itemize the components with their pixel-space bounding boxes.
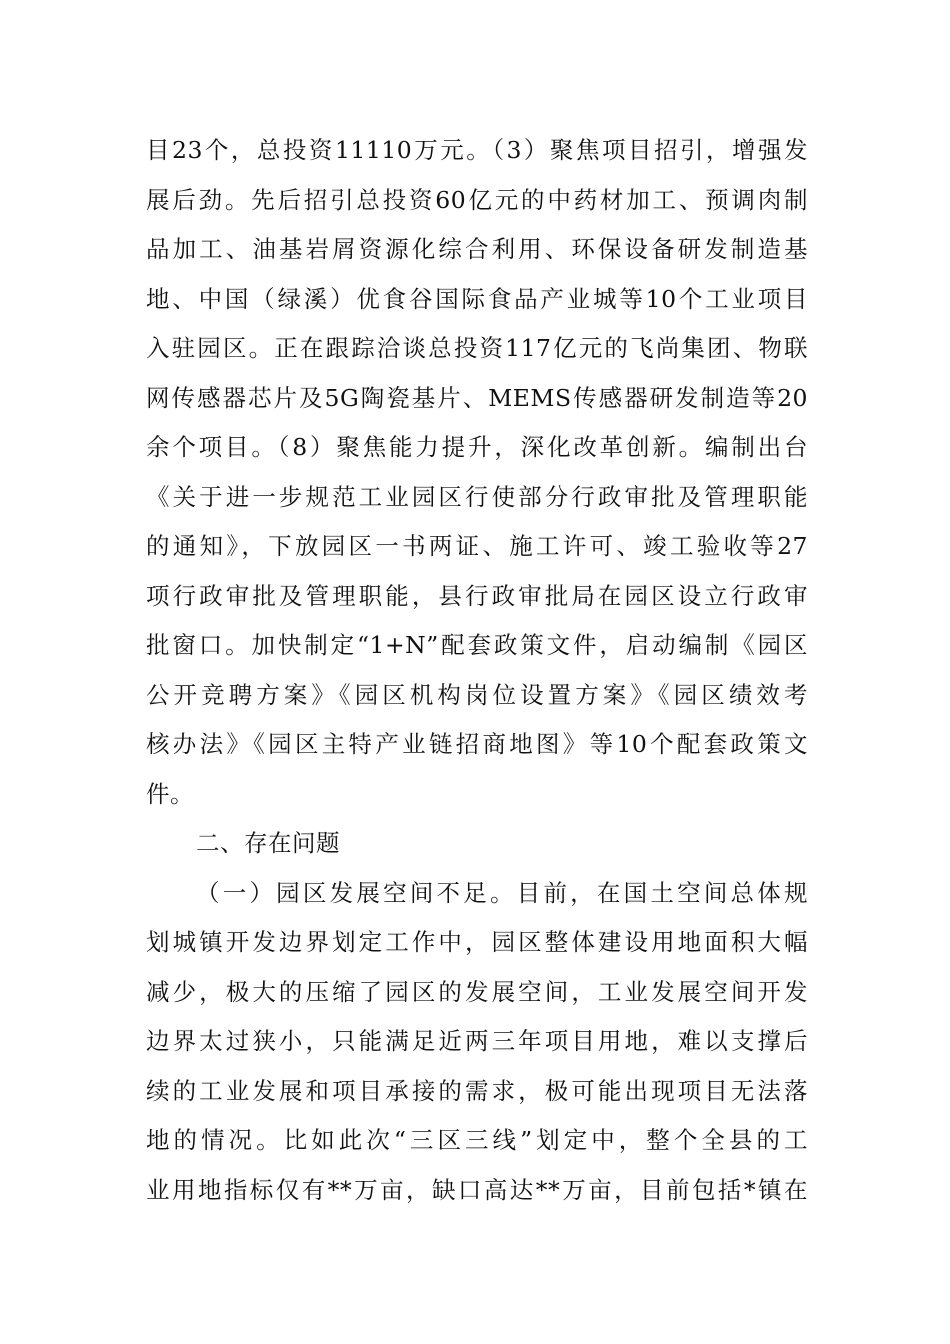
paragraph-line: 业用地指标仅有**万亩，缺口高达**万亩，目前包括*镇在 [146, 1175, 808, 1204]
paragraph-line: 续的工业发展和项目承接的需求，极可能出现项目无法落 [146, 1076, 808, 1105]
paragraph-line: 《关于进一步规范工业园区行使部分行政审批及管理职能 [146, 482, 808, 511]
paragraph-line: 项行政审批及管理职能，县行政审批局在园区设立行政审 [146, 581, 808, 610]
paragraph-line: 公开竞聘方案》《园区机构岗位设置方案》《园区绩效考 [146, 680, 808, 709]
paragraph-line: 余个项目。（8）聚焦能力提升，深化改革创新。编制出台 [146, 433, 808, 461]
paragraph-line: 地、中国（绿溪）优食谷国际食品产业城等10个工业项目 [146, 284, 808, 313]
paragraph-line: 减少，极大的压缩了园区的发展空间，工业发展空间开发 [146, 977, 808, 1006]
paragraph-line: 划城镇开发边界划定工作中，园区整体建设用地面积大幅 [146, 928, 808, 956]
document-body [146, 126, 808, 1215]
paragraph-line: 边界太过狭小，只能满足近两三年项目用地，难以支撑后 [146, 1027, 808, 1055]
paragraph-line: 展后劲。先后招引总投资60亿元的中药材加工、预调肉制 [146, 185, 808, 214]
paragraph-line: 批窗口。加快制定“1+N”配套政策文件，启动编制《园区 [146, 631, 808, 659]
paragraph-line: 目23个，总投资11110万元。（3）聚焦项目招引，增强发 [146, 136, 808, 164]
paragraph-line: 入驻园区。正在跟踪洽谈总投资117亿元的飞尚集团、物联 [146, 334, 808, 362]
paragraph-line: 网传感器芯片及5G陶瓷基片、MEMS传感器研发制造等20 [146, 383, 808, 412]
paragraph-line: 的通知》，下放园区一书两证、施工许可、竣工验收等27 [146, 532, 808, 560]
paragraph-line: 核办法》《园区主特产业链招商地图》等10个配套政策文 [146, 730, 808, 758]
section-heading: 二、存在问题 [196, 829, 340, 857]
paragraph-line: 地的情况。比如此次“三区三线”划定中，整个全县的工 [146, 1126, 808, 1154]
paragraph-line: （一）园区发展空间不足。目前，在国土空间总体规 [196, 878, 808, 907]
paragraph-line: 件。 [146, 779, 194, 808]
paragraph-line: 品加工、油基岩屑资源化综合利用、环保设备研发制造基 [146, 235, 808, 263]
